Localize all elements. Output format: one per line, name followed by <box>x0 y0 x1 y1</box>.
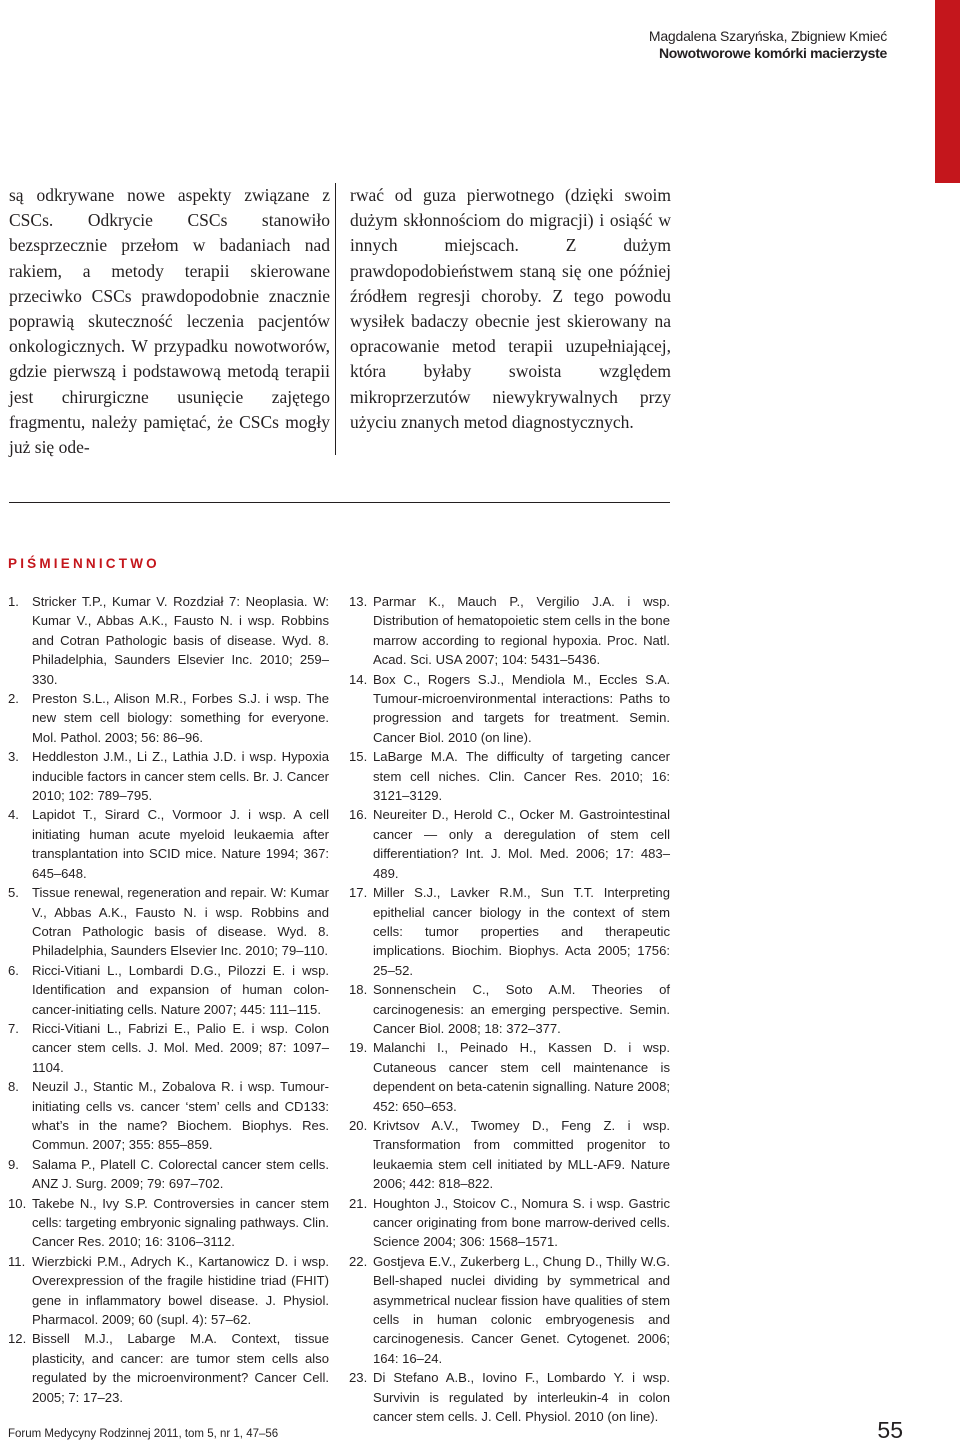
reference-item <box>8 747 329 805</box>
reference-item <box>8 1194 329 1252</box>
reference-item <box>8 592 329 689</box>
reference-number: 7. <box>8 1020 19 1036</box>
reference-number: 12. <box>8 1331 27 1347</box>
reference-number: 2. <box>8 691 19 707</box>
reference-number: 11. <box>8 1253 26 1269</box>
references-list-right <box>349 592 670 1426</box>
reference-text: Sonnenschein C., Soto A.M. Theories of carcinogenesis: an emerging perspective. Semin. Cancer Biol. 2008; 18: 372–377. <box>373 982 670 1036</box>
reference-number: 22. <box>349 1253 368 1269</box>
reference-text: Wierzbicki P.M., Adrych K., Kartanowicz D. i wsp. Overexpression of the fragile histidine triad (FHIT) gene in inflammatory bowel disease. J. Physiol. Pharmacol. 2009; 60 (supl. 4): 57–62. <box>32 1253 329 1328</box>
reference-text: Krivtsov A.V., Twomey D., Feng Z. i wsp. Transformation from committed progenitor to leukaemia stem cell initiated by MLL-AF9. Nature 2006; 442: 818–822. <box>373 1117 670 1192</box>
references-list-left <box>8 592 329 1407</box>
reference-number: 8. <box>8 1079 19 1095</box>
page-number: 55 <box>877 1417 903 1443</box>
reference-text: Houghton J., Stoicov C., Nomura S. i wsp. Gastric cancer originating from bone marrow-derived cells. Science 2004; 306: 1568–1571. <box>373 1195 670 1250</box>
reference-number: 20. <box>349 1117 368 1133</box>
reference-number: 17. <box>349 885 368 901</box>
reference-item <box>8 1329 329 1407</box>
reference-text: Salama P., Platell C. Colorectal cancer stem cells. ANZ J. Surg. 2009; 79: 697–702. <box>32 1156 329 1192</box>
body-text-left-column: są odkrywane nowe aspekty związane z CSCs. Odkrycie CSCs stanowiło bezsprzecznie przełom w badaniach nad rakiem, a metody terapii skierowane przeciwko CSCs prawdopodobnie znacznie poprawią skuteczność leczenia pacjentów onkologicznych. W przypadku nowotworów, gdzie pierwszą i podstawową metodą terapii jest chirurgiczne usunięcie zajętego fragmentu, należy pamiętać, że CSCs mogły już się ode- <box>9 185 330 458</box>
reference-text: Tissue renewal, regeneration and repair. W: Kumar V., Abbas A.K., Fausto N. i wsp. Robbins and Cotran Pathologic basis of disease. Wyd. 8. Philadelphia, Saunders Elsevier Inc. 2010; 79–110. <box>32 885 329 959</box>
reference-number: 1. <box>8 594 19 609</box>
reference-number: 4. <box>8 807 19 823</box>
reference-number: 19. <box>349 1040 368 1056</box>
reference-text: LaBarge M.A. The difficulty of targeting cancer stem cell niches. Clin. Cancer Res. 2010; 16: 3121–3129. <box>373 749 670 804</box>
section-divider <box>9 502 670 503</box>
reference-number: 21. <box>349 1195 368 1211</box>
reference-number: 10. <box>8 1195 27 1211</box>
reference-text: Parmar K., Mauch P., Vergilio J.A. i wsp. Distribution of hematopoietic stem cells in the bone marrow according to regional hypoxia. Proc. Natl. Acad. Sci. USA 2007; 104: 5431–5436. <box>373 594 670 668</box>
reference-text: Ricci-Vitiani L., Fabrizi E., Palio E. i wsp. Colon cancer stem cells. J. Mol. Med. 2009; 87: 1097–1104. <box>32 1020 329 1075</box>
reference-item <box>349 747 670 805</box>
header-article-title: Nowotworowe komórki macierzyste <box>659 45 887 61</box>
references-heading: PIŚMIENNICTWO <box>8 556 160 571</box>
reference-text: Bissell M.J., Labarge M.A. Context, tissue plasticity, and cancer: are tumor stem cells also regulated by the microenvironment? Cancer Cell. 2005; 7: 17–23. <box>32 1331 329 1405</box>
reference-text: Stricker T.P., Kumar V. Rozdział 7: Neoplasia. W: Kumar V., Abbas A.K., Fausto N. i wsp. Robbins and Cotran Pathologic basis of disease. Wyd. 8. Philadelphia, Saunders Elsevier Inc. 2010; 259–330. <box>32 594 329 687</box>
reference-item <box>349 670 670 748</box>
reference-text: Preston S.L., Alison M.R., Forbes S.J. i wsp. The new stem cell biology: something for everyone. Mol. Pathol. 2003; 56: 86–96. <box>32 691 329 745</box>
corner-accent-bar <box>935 0 960 183</box>
reference-number: 6. <box>8 962 19 978</box>
reference-number: 5. <box>8 885 19 901</box>
reference-number: 15. <box>349 749 368 765</box>
reference-item <box>8 1252 329 1330</box>
reference-text: Neureiter D., Herold C., Ocker M. Gastrointestinal cancer — only a deregulation of stem cell differentiation? Int. J. Mol. Med. 2006; 17: 483–489. <box>373 807 670 881</box>
reference-text: Ricci-Vitiani L., Lombardi D.G., Pilozzi E. i wsp. Identification and expansion of human colon-cancer-initiating cells. Nature 2007; 445: 111–115. <box>32 962 329 1017</box>
reference-number: 13. <box>349 594 368 609</box>
reference-item <box>349 883 670 980</box>
reference-text: Miller S.J., Lavker R.M., Sun T.T. Interpreting epithelial cancer biology in the context of stem cells: tumor properties and therapeutic implications. Biochim. Biophys. Acta 2005; 1756: 25–52. <box>373 885 670 978</box>
reference-item <box>8 689 329 747</box>
reference-item <box>8 1019 329 1077</box>
reference-item <box>349 1194 670 1252</box>
running-header <box>560 28 887 62</box>
reference-number: 23. <box>349 1370 368 1386</box>
reference-number: 9. <box>8 1156 19 1172</box>
reference-item <box>349 592 670 670</box>
reference-number: 3. <box>8 749 19 765</box>
reference-text: Box C., Rogers S.J., Mendiola M., Eccles S.A. Tumour-microenvironmental interactions: Paths to progression and targets for treatment. Semin. Cancer Biol. 2010 (on line). <box>373 671 670 745</box>
reference-text: Takebe N., Ivy S.P. Controversies in cancer stem cells: targeting embryonic signaling pathways. Clin. Cancer Res. 2010; 16: 3106–3112. <box>32 1195 329 1250</box>
reference-item <box>349 1116 670 1194</box>
reference-text: Di Stefano A.B., Iovino F., Lombardo Y. i wsp. Survivin is regulated by interleukin-4 in colon cancer stem cells. J. Cell. Physiol. 2010 (on line). <box>373 1370 670 1425</box>
reference-text: Gostjeva E.V., Zukerberg L., Chung D., Thilly W.G. Bell-shaped nuclei dividing by symmetrical and asymmetrical nuclear fission have qualities of stem cells in human colonic embryogenesis and carcinogenesis. Cancer Genet. Cytogenet. 2006; 164: 16–24. <box>373 1253 670 1366</box>
reference-item <box>8 883 329 961</box>
reference-number: 14. <box>349 671 368 687</box>
column-divider <box>335 183 336 455</box>
reference-text: Lapidot T., Sirard C., Vormoor J. i wsp. A cell initiating human acute myeloid leukaemia after transplantation into SCID mice. Nature 1994; 367: 645–648. <box>32 807 329 881</box>
reference-item <box>349 980 670 1038</box>
footer-journal-citation: Forum Medycyny Rodzinnej 2011, tom 5, nr 1, 47–56 <box>8 1428 279 1440</box>
reference-item <box>8 805 329 883</box>
reference-item <box>349 805 670 883</box>
reference-text: Neuzil J., Stantic M., Zobalova R. i wsp. Tumour-initiating cells vs. cancer ‘stem’ cells and CD133: what’s in the name? Biochem. Biophys. Res. Commun. 2007; 355: 855–859. <box>32 1079 329 1153</box>
header-authors: Magdalena Szaryńska, Zbigniew Kmieć <box>648 28 887 44</box>
reference-text: Malanchi I., Peinado H., Kassen D. i wsp. Cutaneous cancer stem cell maintenance is dependent on beta-catenin signalling. Nature 2008; 452: 650–653. <box>373 1040 671 1114</box>
reference-text: Heddleston J.M., Li Z., Lathia J.D. i wsp. Hypoxia inducible factors in cancer stem cells. Br. J. Cancer 2010; 102: 789–795. <box>32 749 329 804</box>
reference-item <box>8 1077 329 1155</box>
reference-item <box>349 1252 670 1368</box>
reference-number: 18. <box>349 982 368 998</box>
body-text-right-column: rwać od guza pierwotnego (dzięki swoim dużym skłonnościom do migracji) i osiąść w innych miejscach. Z dużym prawdopodobieństwem staną się one później źródłem regresji choroby. Z tego powodu wysiłek badaczy obecnie jest skierowany na opracowanie metod terapii uzupełniającej, która byłaby swoista względem mikroprzerzutów niewykrywalnych przy użyciu znanych metod diagnostycznych. <box>350 185 671 432</box>
reference-number: 16. <box>349 807 368 823</box>
reference-item <box>349 1038 670 1116</box>
reference-item <box>349 1368 670 1426</box>
reference-item <box>8 961 329 1019</box>
reference-item <box>8 1155 329 1194</box>
